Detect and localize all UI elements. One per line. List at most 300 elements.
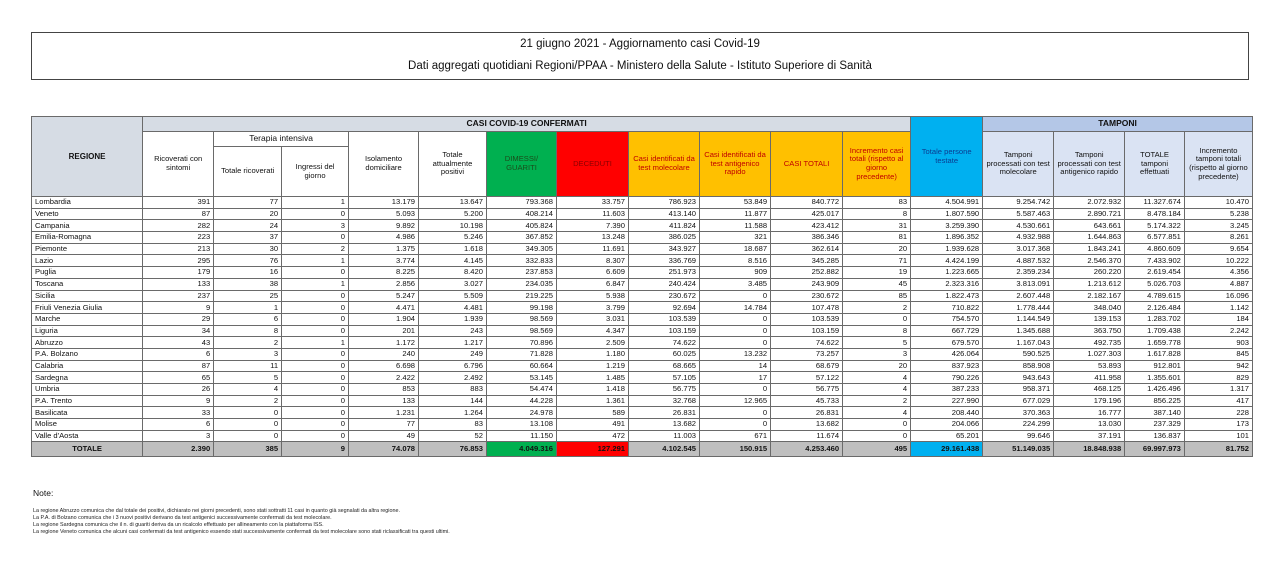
cell-ricoverati: 391 bbox=[143, 197, 214, 209]
cell-tamponi-totale: 1.659.778 bbox=[1125, 337, 1185, 349]
cell-deceduti: 3.799 bbox=[556, 302, 628, 314]
cell-tamponi-totale: 1.709.438 bbox=[1125, 325, 1185, 337]
cell-ti-ingressi: 1 bbox=[282, 255, 349, 267]
cell-isolamento: 1.231 bbox=[349, 407, 419, 419]
cell-tamponi-molecolare: 4.887.532 bbox=[983, 255, 1054, 267]
cell-persone-testate: 679.570 bbox=[911, 337, 983, 349]
header-ti-ingressi: Ingressi del giorno bbox=[282, 147, 349, 197]
cell-casi-molecolare: 240.424 bbox=[629, 278, 700, 290]
cell-ti-ingressi: 0 bbox=[282, 430, 349, 442]
cell-ti-ingressi: 0 bbox=[282, 384, 349, 396]
header-totale-positivi: Totale attualmente positivi bbox=[419, 132, 487, 197]
cell-totale-positivi: 8.420 bbox=[419, 267, 487, 279]
cell-ricoverati: 26 bbox=[143, 384, 214, 396]
cell-regione: Marche bbox=[32, 313, 143, 325]
cell-persone-testate: 1.807.590 bbox=[911, 208, 983, 220]
cell-incremento-tamponi: 2.242 bbox=[1184, 325, 1252, 337]
cell-deceduti: 6.609 bbox=[556, 267, 628, 279]
cell-dimessi-guariti: 793.368 bbox=[486, 197, 556, 209]
cell-casi-antigenico: 8.516 bbox=[700, 255, 771, 267]
cell-tamponi-molecolare: 4.530.661 bbox=[983, 220, 1054, 232]
cell-totale-positivi: 883 bbox=[419, 384, 487, 396]
notes-title: Note: bbox=[33, 488, 54, 498]
cell-dimessi-guariti: 234.035 bbox=[486, 278, 556, 290]
cell-tamponi-totale: 856.225 bbox=[1125, 395, 1185, 407]
cell-persone-testate: 4.504.991 bbox=[911, 197, 983, 209]
cell-tamponi-antigenico: 2.182.167 bbox=[1054, 290, 1125, 302]
cell-tamponi-molecolare: 99.646 bbox=[983, 430, 1054, 442]
cell-regione: Sicilia bbox=[32, 290, 143, 302]
cell-dimessi-guariti: 54.474 bbox=[486, 384, 556, 396]
cell-incremento-casi: 4 bbox=[843, 384, 911, 396]
cell-totale-positivi: 243 bbox=[419, 325, 487, 337]
cell-incremento-tamponi: 3.245 bbox=[1184, 220, 1252, 232]
cell-tamponi-totale: 6.577.851 bbox=[1125, 232, 1185, 244]
total-tamponi-antigenico: 18.848.938 bbox=[1054, 442, 1125, 457]
cell-ti-ingressi: 0 bbox=[282, 290, 349, 302]
cell-casi-totali: 45.733 bbox=[771, 395, 843, 407]
cell-incremento-tamponi: 228 bbox=[1184, 407, 1252, 419]
cell-dimessi-guariti: 60.664 bbox=[486, 360, 556, 372]
cell-casi-totali: 362.614 bbox=[771, 243, 843, 255]
cell-dimessi-guariti: 70.896 bbox=[486, 337, 556, 349]
cell-incremento-tamponi: 1.142 bbox=[1184, 302, 1252, 314]
cell-casi-totali: 345.285 bbox=[771, 255, 843, 267]
cell-ricoverati: 43 bbox=[143, 337, 214, 349]
cell-ricoverati: 223 bbox=[143, 232, 214, 244]
cell-casi-totali: 74.622 bbox=[771, 337, 843, 349]
cell-totale-positivi: 6.796 bbox=[419, 360, 487, 372]
cell-isolamento: 2.422 bbox=[349, 372, 419, 384]
cell-regione: Sardegna bbox=[32, 372, 143, 384]
cell-ti-totale: 37 bbox=[214, 232, 282, 244]
cell-casi-antigenico: 909 bbox=[700, 267, 771, 279]
cell-incremento-tamponi: 4.887 bbox=[1184, 278, 1252, 290]
cell-incremento-tamponi: 16.096 bbox=[1184, 290, 1252, 302]
cell-dimessi-guariti: 332.833 bbox=[486, 255, 556, 267]
cell-isolamento: 49 bbox=[349, 430, 419, 442]
total-ti-ingressi: 9 bbox=[282, 442, 349, 457]
cell-totale-positivi: 10.198 bbox=[419, 220, 487, 232]
cell-regione: Lombardia bbox=[32, 197, 143, 209]
cell-persone-testate: 4.424.199 bbox=[911, 255, 983, 267]
cell-deceduti: 6.847 bbox=[556, 278, 628, 290]
header-isolamento: Isolamento domiciliare bbox=[349, 132, 419, 197]
cell-casi-antigenico: 0 bbox=[700, 313, 771, 325]
cell-ti-totale: 6 bbox=[214, 313, 282, 325]
cell-tamponi-molecolare: 5.587.463 bbox=[983, 208, 1054, 220]
cell-casi-totali: 56.775 bbox=[771, 384, 843, 396]
cell-casi-antigenico: 14.784 bbox=[700, 302, 771, 314]
cell-ti-totale: 16 bbox=[214, 267, 282, 279]
cell-tamponi-antigenico: 37.191 bbox=[1054, 430, 1125, 442]
cell-casi-molecolare: 60.025 bbox=[629, 348, 700, 360]
cell-tamponi-totale: 11.327.674 bbox=[1125, 197, 1185, 209]
cell-incremento-tamponi: 4.356 bbox=[1184, 267, 1252, 279]
cell-dimessi-guariti: 349.305 bbox=[486, 243, 556, 255]
cell-incremento-casi: 31 bbox=[843, 220, 911, 232]
cell-casi-antigenico: 18.687 bbox=[700, 243, 771, 255]
cell-tamponi-antigenico: 1.644.863 bbox=[1054, 232, 1125, 244]
cell-ti-totale: 77 bbox=[214, 197, 282, 209]
cell-incremento-casi: 0 bbox=[843, 419, 911, 431]
cell-deceduti: 1.180 bbox=[556, 348, 628, 360]
cell-incremento-casi: 20 bbox=[843, 243, 911, 255]
total-totale-positivi: 76.853 bbox=[419, 442, 487, 457]
header-persone-testate: Totale persone testate bbox=[911, 117, 983, 197]
total-persone-testate: 29.161.438 bbox=[911, 442, 983, 457]
cell-casi-antigenico: 0 bbox=[700, 325, 771, 337]
cell-casi-totali: 107.478 bbox=[771, 302, 843, 314]
table-row bbox=[32, 384, 1253, 396]
cell-tamponi-molecolare: 224.299 bbox=[983, 419, 1054, 431]
cell-incremento-casi: 83 bbox=[843, 197, 911, 209]
cell-incremento-casi: 85 bbox=[843, 290, 911, 302]
cell-casi-antigenico: 13.232 bbox=[700, 348, 771, 360]
cell-ti-totale: 76 bbox=[214, 255, 282, 267]
table-row bbox=[32, 232, 1253, 244]
cell-isolamento: 201 bbox=[349, 325, 419, 337]
header-casi-confermati: CASI COVID-19 CONFERMATI bbox=[143, 117, 911, 132]
cell-ti-ingressi: 0 bbox=[282, 372, 349, 384]
total-tamponi-totale: 69.997.973 bbox=[1125, 442, 1185, 457]
cell-deceduti: 1.219 bbox=[556, 360, 628, 372]
cell-casi-totali: 103.539 bbox=[771, 313, 843, 325]
cell-deceduti: 1.418 bbox=[556, 384, 628, 396]
cell-persone-testate: 204.066 bbox=[911, 419, 983, 431]
cell-tamponi-molecolare: 2.607.448 bbox=[983, 290, 1054, 302]
cell-totale-positivi: 3.027 bbox=[419, 278, 487, 290]
cell-ti-totale: 1 bbox=[214, 302, 282, 314]
cell-totale-positivi: 4.145 bbox=[419, 255, 487, 267]
cell-casi-antigenico: 17 bbox=[700, 372, 771, 384]
cell-casi-antigenico: 12.965 bbox=[700, 395, 771, 407]
cell-dimessi-guariti: 24.978 bbox=[486, 407, 556, 419]
cell-isolamento: 9.892 bbox=[349, 220, 419, 232]
cell-persone-testate: 1.822.473 bbox=[911, 290, 983, 302]
cell-persone-testate: 1.896.352 bbox=[911, 232, 983, 244]
cell-dimessi-guariti: 71.828 bbox=[486, 348, 556, 360]
cell-deceduti: 8.307 bbox=[556, 255, 628, 267]
cell-ti-ingressi: 0 bbox=[282, 348, 349, 360]
cell-casi-molecolare: 11.003 bbox=[629, 430, 700, 442]
cell-tamponi-molecolare: 370.363 bbox=[983, 407, 1054, 419]
cell-deceduti: 2.509 bbox=[556, 337, 628, 349]
cell-ti-ingressi: 1 bbox=[282, 337, 349, 349]
cell-isolamento: 8.225 bbox=[349, 267, 419, 279]
cell-regione: Basilicata bbox=[32, 407, 143, 419]
cell-casi-antigenico: 0 bbox=[700, 290, 771, 302]
cell-persone-testate: 2.323.316 bbox=[911, 278, 983, 290]
cell-ti-totale: 20 bbox=[214, 208, 282, 220]
cell-ti-ingressi: 1 bbox=[282, 197, 349, 209]
cell-tamponi-antigenico: 643.661 bbox=[1054, 220, 1125, 232]
cell-isolamento: 3.774 bbox=[349, 255, 419, 267]
cell-isolamento: 2.856 bbox=[349, 278, 419, 290]
cell-casi-molecolare: 411.824 bbox=[629, 220, 700, 232]
cell-deceduti: 491 bbox=[556, 419, 628, 431]
cell-ricoverati: 9 bbox=[143, 302, 214, 314]
cell-ti-totale: 8 bbox=[214, 325, 282, 337]
total-incremento-casi: 495 bbox=[843, 442, 911, 457]
cell-isolamento: 1.172 bbox=[349, 337, 419, 349]
cell-casi-totali: 57.122 bbox=[771, 372, 843, 384]
cell-casi-antigenico: 671 bbox=[700, 430, 771, 442]
cell-casi-molecolare: 56.775 bbox=[629, 384, 700, 396]
cell-casi-totali: 423.412 bbox=[771, 220, 843, 232]
cell-ricoverati: 9 bbox=[143, 395, 214, 407]
cell-totale-positivi: 1.939 bbox=[419, 313, 487, 325]
cell-ti-ingressi: 1 bbox=[282, 278, 349, 290]
cell-deceduti: 5.938 bbox=[556, 290, 628, 302]
table-row bbox=[32, 302, 1253, 314]
cell-incremento-tamponi: 184 bbox=[1184, 313, 1252, 325]
header-incremento-casi: Incremento casi totali (rispetto al giorno precedente) bbox=[843, 132, 911, 197]
cell-casi-antigenico: 14 bbox=[700, 360, 771, 372]
cell-casi-molecolare: 343.927 bbox=[629, 243, 700, 255]
cell-tamponi-molecolare: 2.359.234 bbox=[983, 267, 1054, 279]
note-line: La regione Abruzzo comunica che dal totale dei positivi, dichiarato nei giorni precedenti, sono stati sottratti 11 casi in quanto già segnalati da altra regione. bbox=[33, 508, 400, 514]
total-casi-antigenico: 150.915 bbox=[700, 442, 771, 457]
table-row bbox=[32, 360, 1253, 372]
cell-totale-positivi: 5.246 bbox=[419, 232, 487, 244]
cell-incremento-tamponi: 845 bbox=[1184, 348, 1252, 360]
cell-tamponi-totale: 5.026.703 bbox=[1125, 278, 1185, 290]
cell-casi-molecolare: 230.672 bbox=[629, 290, 700, 302]
cell-ti-ingressi: 0 bbox=[282, 302, 349, 314]
cell-incremento-casi: 0 bbox=[843, 313, 911, 325]
cell-dimessi-guariti: 53.145 bbox=[486, 372, 556, 384]
cell-tamponi-totale: 8.478.184 bbox=[1125, 208, 1185, 220]
cell-casi-molecolare: 92.694 bbox=[629, 302, 700, 314]
cell-tamponi-antigenico: 16.777 bbox=[1054, 407, 1125, 419]
cell-persone-testate: 426.064 bbox=[911, 348, 983, 360]
cell-casi-antigenico: 11.588 bbox=[700, 220, 771, 232]
cell-persone-testate: 65.201 bbox=[911, 430, 983, 442]
cell-incremento-casi: 71 bbox=[843, 255, 911, 267]
cell-casi-totali: 13.682 bbox=[771, 419, 843, 431]
cell-incremento-tamponi: 417 bbox=[1184, 395, 1252, 407]
cell-casi-antigenico: 0 bbox=[700, 407, 771, 419]
cell-casi-totali: 386.346 bbox=[771, 232, 843, 244]
cell-isolamento: 853 bbox=[349, 384, 419, 396]
cell-incremento-casi: 19 bbox=[843, 267, 911, 279]
cell-tamponi-totale: 136.837 bbox=[1125, 430, 1185, 442]
cell-ti-totale: 30 bbox=[214, 243, 282, 255]
total-ricoverati: 2.390 bbox=[143, 442, 214, 457]
cell-tamponi-molecolare: 9.254.742 bbox=[983, 197, 1054, 209]
cell-ricoverati: 6 bbox=[143, 419, 214, 431]
cell-casi-molecolare: 413.140 bbox=[629, 208, 700, 220]
cell-incremento-casi: 45 bbox=[843, 278, 911, 290]
cell-ti-ingressi: 0 bbox=[282, 313, 349, 325]
cell-isolamento: 5.093 bbox=[349, 208, 419, 220]
header-terapia-intensiva: Terapia intensiva bbox=[214, 132, 349, 147]
header-tamponi-totale: TOTALE tamponi effettuati bbox=[1125, 132, 1185, 197]
cell-regione: Puglia bbox=[32, 267, 143, 279]
cell-tamponi-totale: 1.355.601 bbox=[1125, 372, 1185, 384]
cell-tamponi-molecolare: 1.778.444 bbox=[983, 302, 1054, 314]
note-line: La regione Veneto comunica che alcuni casi confermati da test antigenico essendo stati successivamente confermati da test molecolare sono stati riclassificati tra questi ultimi. bbox=[33, 529, 450, 535]
cell-casi-totali: 840.772 bbox=[771, 197, 843, 209]
table-row bbox=[32, 197, 1253, 209]
cell-casi-antigenico: 3.485 bbox=[700, 278, 771, 290]
cell-incremento-tamponi: 903 bbox=[1184, 337, 1252, 349]
cell-tamponi-totale: 1.283.702 bbox=[1125, 313, 1185, 325]
cell-ricoverati: 87 bbox=[143, 208, 214, 220]
cell-deceduti: 4.347 bbox=[556, 325, 628, 337]
cell-tamponi-antigenico: 179.196 bbox=[1054, 395, 1125, 407]
cell-ricoverati: 213 bbox=[143, 243, 214, 255]
table-row bbox=[32, 290, 1253, 302]
note-line: La regione Sardegna comunica che il n. di guariti deriva da un ricalcolo effettuato per allineamento con la piattaforma ISS. bbox=[33, 522, 324, 528]
cell-casi-totali: 73.257 bbox=[771, 348, 843, 360]
cell-regione: Molise bbox=[32, 419, 143, 431]
cell-tamponi-molecolare: 3.813.091 bbox=[983, 278, 1054, 290]
cell-incremento-casi: 5 bbox=[843, 337, 911, 349]
cell-deceduti: 1.361 bbox=[556, 395, 628, 407]
table-row bbox=[32, 325, 1253, 337]
table-row bbox=[32, 278, 1253, 290]
cell-ricoverati: 133 bbox=[143, 278, 214, 290]
cell-totale-positivi: 144 bbox=[419, 395, 487, 407]
cell-ricoverati: 65 bbox=[143, 372, 214, 384]
cell-regione: Piemonte bbox=[32, 243, 143, 255]
cell-regione: Veneto bbox=[32, 208, 143, 220]
cell-persone-testate: 790.226 bbox=[911, 372, 983, 384]
table-row bbox=[32, 208, 1253, 220]
cell-incremento-tamponi: 829 bbox=[1184, 372, 1252, 384]
cell-casi-antigenico: 0 bbox=[700, 419, 771, 431]
report-subtitle: Dati aggregati quotidiani Regioni/PPAA - Ministero della Salute - Istituto Superiore di Sanità bbox=[408, 60, 872, 72]
cell-dimessi-guariti: 405.824 bbox=[486, 220, 556, 232]
header-casi-totali: CASI TOTALI bbox=[771, 132, 843, 197]
cell-regione: Liguria bbox=[32, 325, 143, 337]
notes-section bbox=[33, 488, 450, 536]
cell-dimessi-guariti: 98.569 bbox=[486, 325, 556, 337]
cell-casi-molecolare: 57.105 bbox=[629, 372, 700, 384]
cell-regione: Friuli Venezia Giulia bbox=[32, 302, 143, 314]
cell-persone-testate: 1.939.628 bbox=[911, 243, 983, 255]
cell-ti-ingressi: 0 bbox=[282, 395, 349, 407]
cell-tamponi-totale: 5.174.322 bbox=[1125, 220, 1185, 232]
header-ricoverati: Ricoverati con sintomi bbox=[143, 132, 214, 197]
report-header bbox=[31, 32, 1249, 80]
total-casi-totali: 4.253.460 bbox=[771, 442, 843, 457]
cell-tamponi-antigenico: 13.030 bbox=[1054, 419, 1125, 431]
cell-tamponi-antigenico: 492.735 bbox=[1054, 337, 1125, 349]
cell-incremento-casi: 3 bbox=[843, 348, 911, 360]
cell-incremento-tamponi: 101 bbox=[1184, 430, 1252, 442]
cell-ricoverati: 6 bbox=[143, 348, 214, 360]
cell-ti-totale: 24 bbox=[214, 220, 282, 232]
cell-ti-totale: 25 bbox=[214, 290, 282, 302]
cell-tamponi-totale: 4.789.615 bbox=[1125, 290, 1185, 302]
table-row bbox=[32, 430, 1253, 442]
cell-casi-totali: 26.831 bbox=[771, 407, 843, 419]
cell-casi-antigenico: 321 bbox=[700, 232, 771, 244]
total-ti-totale: 385 bbox=[214, 442, 282, 457]
cell-casi-totali: 243.909 bbox=[771, 278, 843, 290]
cell-tamponi-antigenico: 348.040 bbox=[1054, 302, 1125, 314]
cell-ricoverati: 237 bbox=[143, 290, 214, 302]
cell-regione: P.A. Trento bbox=[32, 395, 143, 407]
cell-casi-molecolare: 68.665 bbox=[629, 360, 700, 372]
cell-tamponi-totale: 912.801 bbox=[1125, 360, 1185, 372]
cell-tamponi-antigenico: 2.890.721 bbox=[1054, 208, 1125, 220]
cell-incremento-casi: 4 bbox=[843, 372, 911, 384]
cell-totale-positivi: 5.200 bbox=[419, 208, 487, 220]
cell-tamponi-totale: 387.140 bbox=[1125, 407, 1185, 419]
cell-ricoverati: 3 bbox=[143, 430, 214, 442]
cell-incremento-casi: 0 bbox=[843, 430, 911, 442]
cell-ricoverati: 282 bbox=[143, 220, 214, 232]
cell-deceduti: 1.485 bbox=[556, 372, 628, 384]
cell-tamponi-molecolare: 858.908 bbox=[983, 360, 1054, 372]
cell-totale-positivi: 1.618 bbox=[419, 243, 487, 255]
table-row bbox=[32, 348, 1253, 360]
cell-ti-ingressi: 0 bbox=[282, 360, 349, 372]
cell-ti-ingressi: 3 bbox=[282, 220, 349, 232]
cell-isolamento: 240 bbox=[349, 348, 419, 360]
cell-tamponi-totale: 2.126.484 bbox=[1125, 302, 1185, 314]
cell-regione: Abruzzo bbox=[32, 337, 143, 349]
cell-casi-totali: 103.159 bbox=[771, 325, 843, 337]
cell-incremento-casi: 2 bbox=[843, 302, 911, 314]
cell-dimessi-guariti: 44.228 bbox=[486, 395, 556, 407]
cell-casi-antigenico: 0 bbox=[700, 337, 771, 349]
cell-dimessi-guariti: 11.150 bbox=[486, 430, 556, 442]
table-row bbox=[32, 372, 1253, 384]
cell-ti-ingressi: 0 bbox=[282, 232, 349, 244]
cell-persone-testate: 710.822 bbox=[911, 302, 983, 314]
cell-dimessi-guariti: 98.569 bbox=[486, 313, 556, 325]
cell-persone-testate: 227.990 bbox=[911, 395, 983, 407]
cell-incremento-tamponi: 10.470 bbox=[1184, 197, 1252, 209]
cell-deceduti: 11.603 bbox=[556, 208, 628, 220]
cell-casi-molecolare: 336.769 bbox=[629, 255, 700, 267]
cell-casi-molecolare: 103.539 bbox=[629, 313, 700, 325]
cell-isolamento: 6.698 bbox=[349, 360, 419, 372]
header-regione: REGIONE bbox=[32, 117, 143, 197]
cell-casi-totali: 252.882 bbox=[771, 267, 843, 279]
cell-ricoverati: 87 bbox=[143, 360, 214, 372]
cell-tamponi-antigenico: 468.125 bbox=[1054, 384, 1125, 396]
cell-ti-totale: 4 bbox=[214, 384, 282, 396]
cell-deceduti: 33.757 bbox=[556, 197, 628, 209]
total-row bbox=[32, 442, 1253, 457]
cell-regione: Lazio bbox=[32, 255, 143, 267]
cell-tamponi-molecolare: 3.017.368 bbox=[983, 243, 1054, 255]
cell-dimessi-guariti: 237.853 bbox=[486, 267, 556, 279]
cell-dimessi-guariti: 219.225 bbox=[486, 290, 556, 302]
cell-tamponi-antigenico: 1.843.241 bbox=[1054, 243, 1125, 255]
cell-tamponi-molecolare: 4.932.988 bbox=[983, 232, 1054, 244]
cell-ti-ingressi: 2 bbox=[282, 243, 349, 255]
cell-deceduti: 13.248 bbox=[556, 232, 628, 244]
cell-ti-totale: 2 bbox=[214, 337, 282, 349]
cell-casi-totali: 11.674 bbox=[771, 430, 843, 442]
cell-totale-positivi: 1.264 bbox=[419, 407, 487, 419]
cell-tamponi-molecolare: 590.525 bbox=[983, 348, 1054, 360]
total-incremento-tamponi: 81.752 bbox=[1184, 442, 1252, 457]
header-dimessi-guariti: DIMESSI/ GUARITI bbox=[486, 132, 556, 197]
cell-deceduti: 3.031 bbox=[556, 313, 628, 325]
cell-totale-positivi: 83 bbox=[419, 419, 487, 431]
header-tamponi-molecolare: Tamponi processati con test molecolare bbox=[983, 132, 1054, 197]
cell-casi-molecolare: 13.682 bbox=[629, 419, 700, 431]
cell-incremento-tamponi: 1.317 bbox=[1184, 384, 1252, 396]
